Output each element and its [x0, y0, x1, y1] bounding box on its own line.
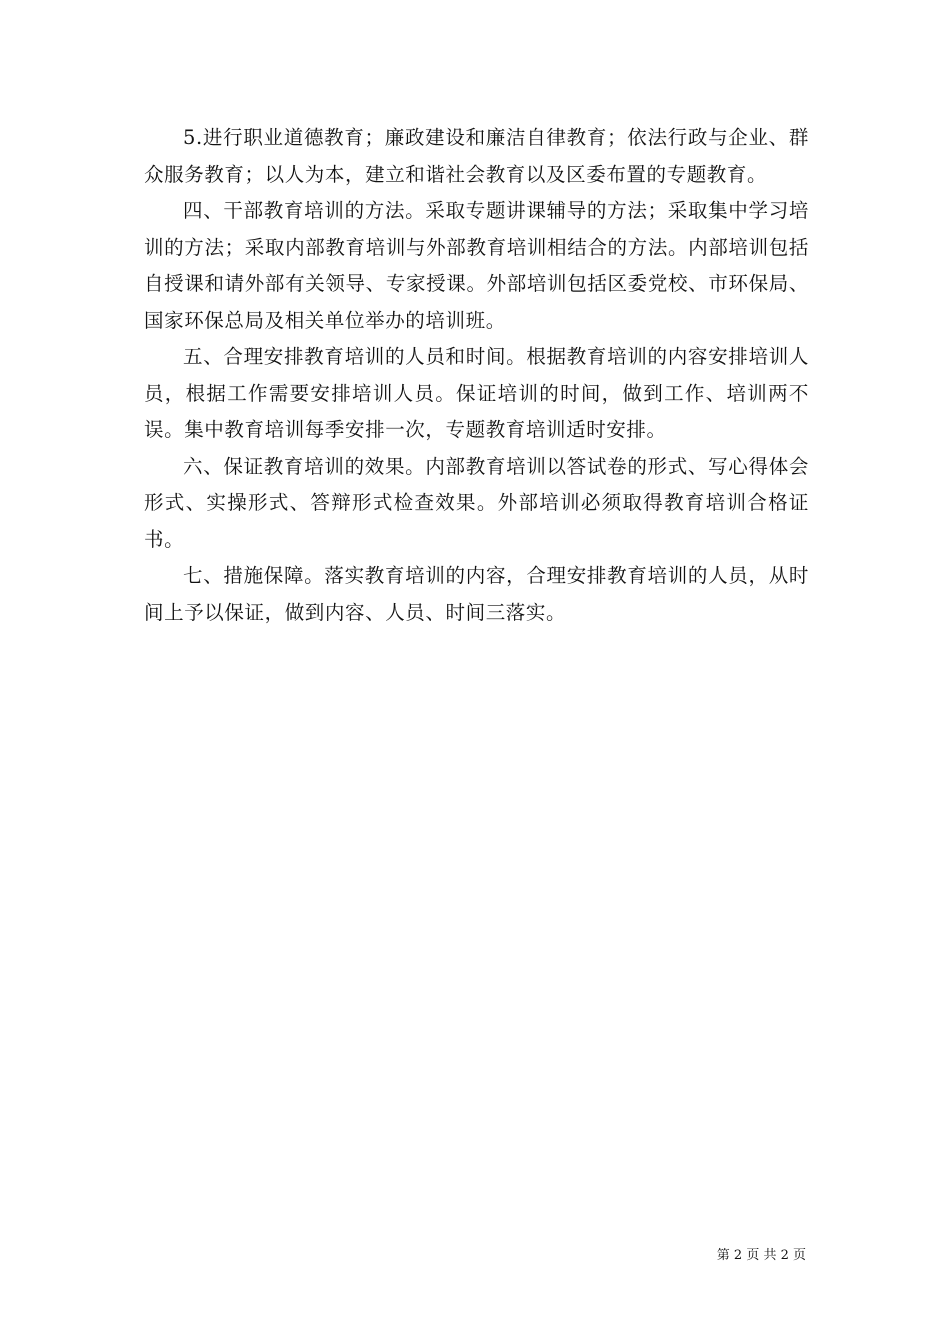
- paragraph-personnel-and-time: 五、合理安排教育培训的人员和时间。根据教育培训的内容安排培训人员，根据工作需要安排培训人员。保证培训的时间，做到工作、培训两不误。集中教育培训每季安排一次，专题教育培训适时安排。: [144, 345, 809, 441]
- paragraph-training-methods: 四、干部教育培训的方法。采取专题讲课辅导的方法；采取集中学习培训的方法；采取内部教育培训与外部教育培训相结合的方法。内部培训包括自授课和请外部有关领导、专家授课。外部培训包括区委党校、市环保局、国家环保总局及相关单位举办的培训班。: [144, 199, 809, 332]
- document-body: [144, 120, 809, 631]
- page-number-footer: 第 2 页 共 2 页: [716, 1248, 806, 1263]
- paragraph-moral-education: 5.进行职业道德教育；廉政建设和廉洁自律教育；依法行政与企业、群众服务教育；以人为本，建立和谐社会教育以及区委布置的专题教育。: [144, 126, 809, 186]
- paragraph-training-effect: 六、保证教育培训的效果。内部教育培训以答试卷的形式、写心得体会形式、实操形式、答辩形式检查效果。外部培训必须取得教育培训合格证书。: [144, 454, 809, 551]
- paragraph-measures: 七、措施保障。落实教育培训的内容，合理安排教育培训的人员，从时间上予以保证，做到内容、人员、时间三落实。: [144, 564, 809, 624]
